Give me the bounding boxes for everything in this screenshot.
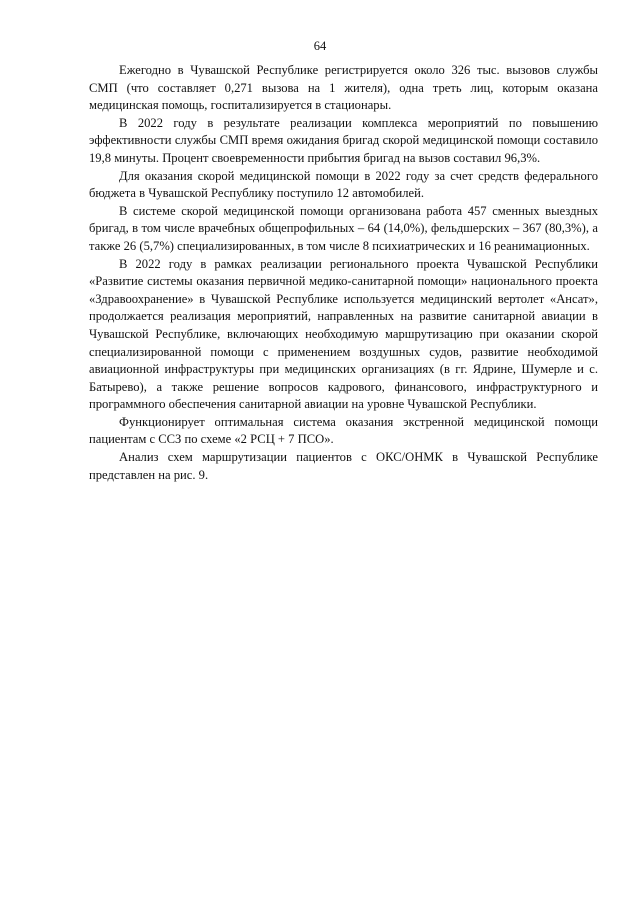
paragraph-brigades: В системе скорой медицинской помощи организована работа 457 сменных выездных бригад, в том числе врачебных общепрофильных – 64 (14,0%), фельдшерских – 367 (80,3%), а также 26 (5,7%) специализированных, в том числе 8 психиатрических и 16 реанимационных. [89, 203, 598, 253]
paragraph-emergency-system: Функционирует оптимальная система оказания экстренной медицинской помощи пациентам с ССЗ по схеме «2 РСЦ + 7 ПСО». [89, 414, 598, 447]
paragraph-efficiency: В 2022 году в результате реализации комплекса мероприятий по повышению эффективности службы СМП время ожидания бригад скорой медицинской помощи составило 19,8 минуты. Процент своевременности прибытия бригад на вызов составил 96,3%. [89, 115, 598, 165]
body-text [89, 62, 598, 484]
paragraph-air-ambulance: В 2022 году в рамках реализации регионального проекта Чувашской Республики «Развитие системы оказания первичной медико-санитарной помощи» национального проекта «Здравоохранение» в Чувашской Республике используется медицинский вертолет «Ансат», продолжается реализация мероприятий, направленных на развитие санитарной авиации в Чувашской Республике, включающих необходимую маршрутизацию при оказании скорой специализированной помощи с применением воздушных судов, развитие необходимой авиационной инфраструктуры при медицинских организациях (в гг. Ядрине, Шумерле и с. Батырево), а также решение вопросов кадрового, финансового, инфраструктурного и программного обеспечения санитарной авиации на уровне Чувашской Республики. [89, 256, 598, 412]
page-number: 64 [313, 39, 327, 53]
paragraph-annual-calls: Ежегодно в Чувашской Республике регистрируется около 326 тыс. вызовов службы СМП (что составляет 0,271 вызова на 1 жителя), одна треть лиц, которым оказана медицинская помощь, госпитализируется в стационары. [89, 63, 598, 113]
paragraph-vehicles: Для оказания скорой медицинской помощи в 2022 году за счет средств федерального бюджета в Чувашской Республику поступило 12 автомобилей. [89, 168, 598, 201]
paragraph-routing-analysis: Анализ схем маршрутизации пациентов с ОКС/ОНМК в Чувашской Республике представлен на рис. 9. [89, 450, 598, 482]
